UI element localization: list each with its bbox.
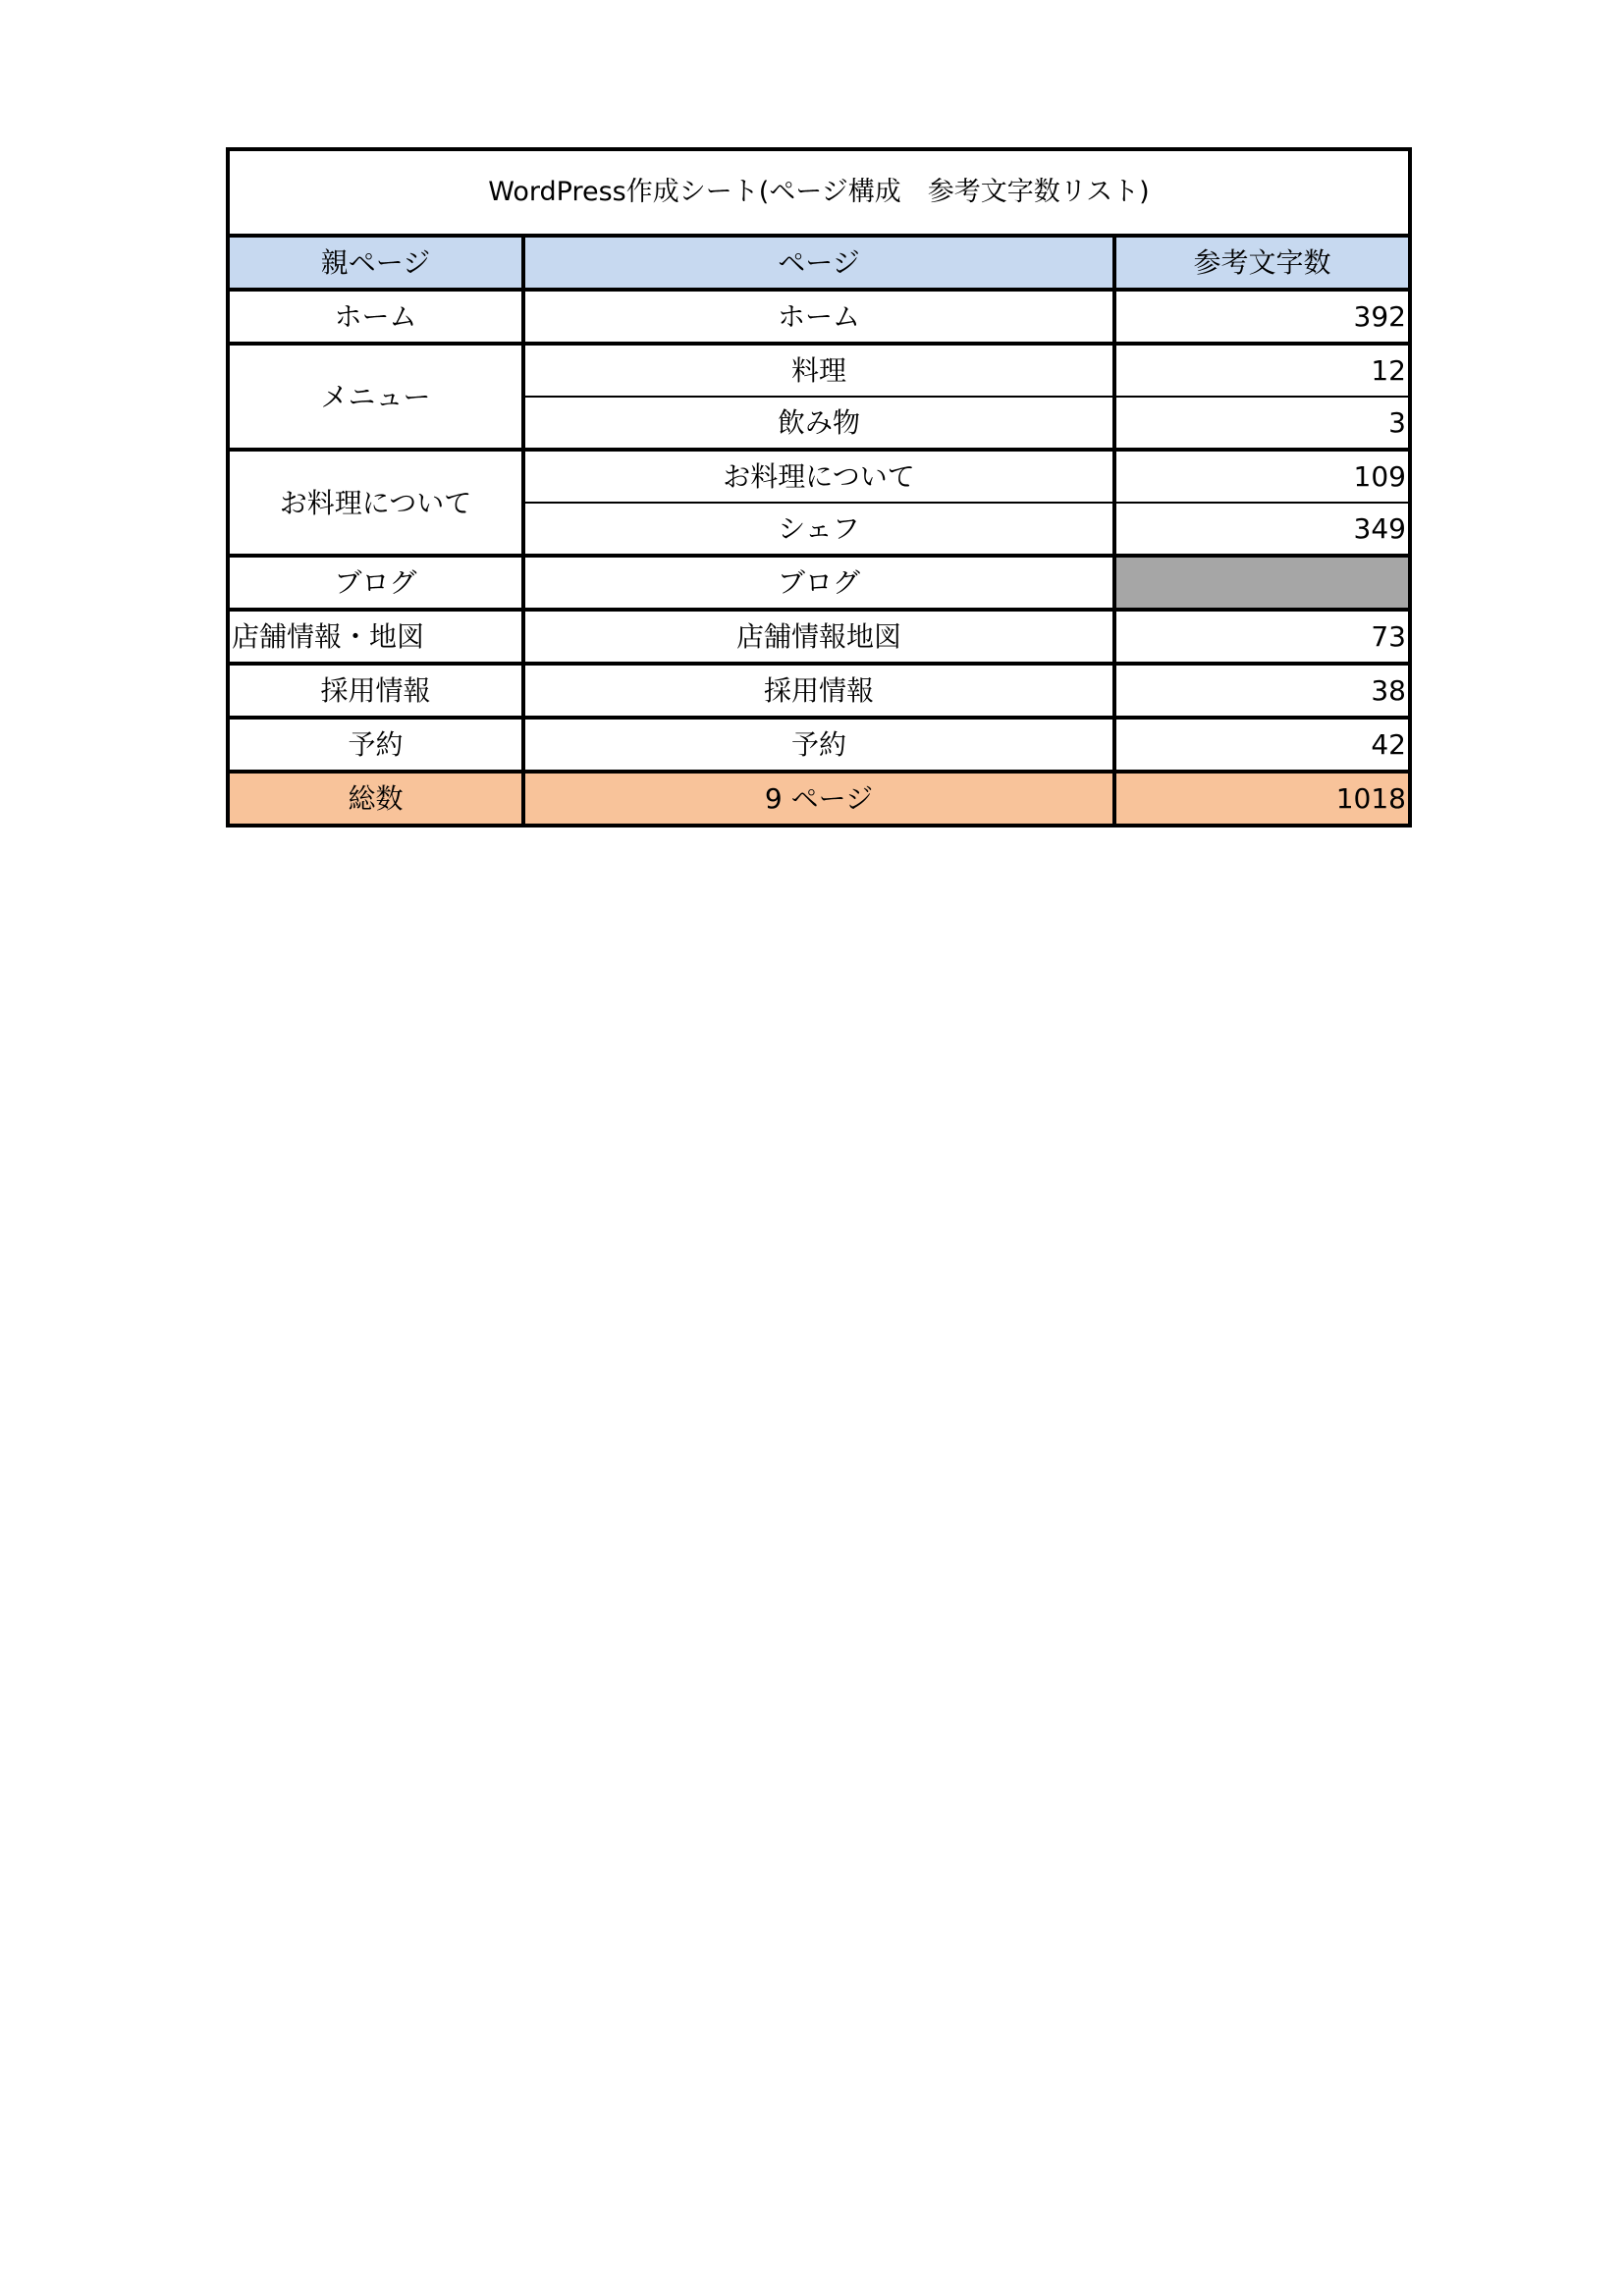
header-row xyxy=(228,236,1410,290)
title-row xyxy=(228,149,1410,236)
char-count-cell: 392 xyxy=(1114,290,1410,344)
parent-page-cell: お料理について xyxy=(228,450,523,556)
char-count-cell: 38 xyxy=(1114,664,1410,718)
page-cell: ホーム xyxy=(523,290,1114,344)
total-page-count: 9 ページ xyxy=(523,772,1114,826)
sheet-title: WordPress作成シート(ページ構成 参考文字数リスト) xyxy=(228,149,1410,236)
page-cell: ブログ xyxy=(523,556,1114,610)
parent-page-cell: 予約 xyxy=(228,718,523,772)
header-page: ページ xyxy=(523,236,1114,290)
parent-page-cell: 店舗情報・地図 xyxy=(228,610,523,664)
table-row xyxy=(228,664,1410,718)
table-row xyxy=(228,290,1410,344)
table-row xyxy=(228,556,1410,610)
parent-page-cell: ブログ xyxy=(228,556,523,610)
header-parent-page: 親ページ xyxy=(228,236,523,290)
char-count-cell: 42 xyxy=(1114,718,1410,772)
char-count-cell-empty xyxy=(1114,556,1410,610)
table-row xyxy=(228,344,1410,397)
total-char-count: 1018 xyxy=(1114,772,1410,826)
table-row xyxy=(228,450,1410,503)
table-row xyxy=(228,718,1410,772)
header-char-count: 参考文字数 xyxy=(1114,236,1410,290)
page-cell: シェフ xyxy=(523,503,1114,556)
page-cell: 料理 xyxy=(523,344,1114,397)
page-cell: お料理について xyxy=(523,450,1114,503)
parent-page-cell: メニュー xyxy=(228,344,523,450)
parent-page-cell: ホーム xyxy=(228,290,523,344)
total-label: 総数 xyxy=(228,772,523,826)
char-count-cell: 73 xyxy=(1114,610,1410,664)
parent-page-cell: 採用情報 xyxy=(228,664,523,718)
page-cell: 予約 xyxy=(523,718,1114,772)
total-row xyxy=(228,772,1410,826)
char-count-cell: 12 xyxy=(1114,344,1410,397)
page-structure-table xyxy=(226,147,1412,828)
char-count-cell: 3 xyxy=(1114,397,1410,450)
table-row xyxy=(228,610,1410,664)
page-cell: 店舗情報地図 xyxy=(523,610,1114,664)
page-cell: 飲み物 xyxy=(523,397,1114,450)
page-cell: 採用情報 xyxy=(523,664,1114,718)
char-count-cell: 109 xyxy=(1114,450,1410,503)
char-count-cell: 349 xyxy=(1114,503,1410,556)
